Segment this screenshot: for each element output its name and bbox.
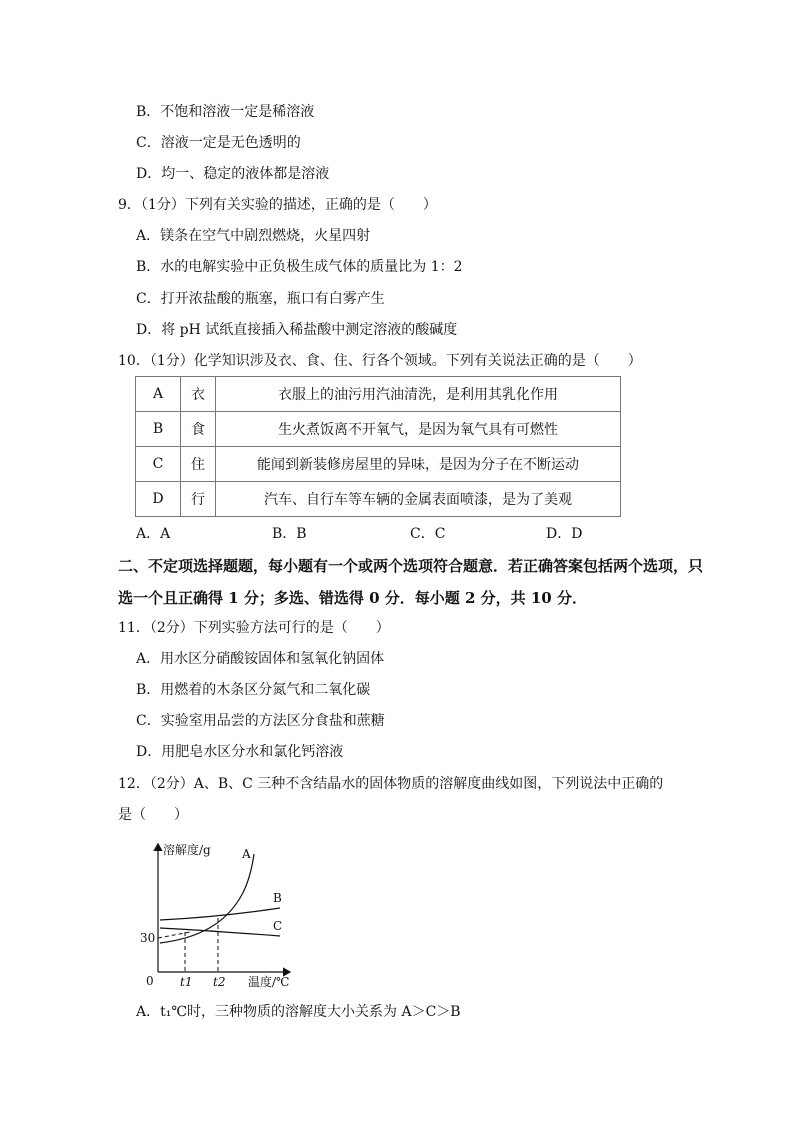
q10-stem: 10．（1分）化学知识涉及衣、食、住、行各个领域。下列有关说法正确的是（ ） [118, 353, 642, 369]
x-axis-label: 温度/℃ [248, 975, 290, 989]
table-row [136, 377, 621, 412]
curve-a [160, 854, 254, 943]
q8-option-b: B．不饱和溶液一定是稀溶液 [136, 104, 315, 120]
q8-option-d: D．均一、稳定的液体都是溶液 [136, 166, 330, 182]
row-topic: 食 [181, 412, 216, 447]
row-topic: 行 [181, 482, 216, 517]
q9-option-c: C．打开浓盐酸的瓶塞，瓶口有白雾产生 [136, 291, 385, 307]
table-row [136, 412, 621, 447]
q12-stem-line2: 是（ ） [118, 807, 188, 823]
row-key: D [136, 482, 181, 517]
q11-option-b: B．用燃着的木条区分氮气和二氧化碳 [136, 682, 371, 698]
table-row [136, 447, 621, 482]
curve-c [160, 928, 280, 936]
row-description: 能闻到新装修房屋里的异味，是因为分子在不断运动 [216, 447, 621, 482]
row-key: B [136, 412, 181, 447]
q11-option-c: C．实验室用品尝的方法区分食盐和蔗糖 [136, 713, 385, 729]
q11-stem: 11．（2分）下列实验方法可行的是（ ） [118, 620, 390, 636]
row-topic: 住 [181, 447, 216, 482]
y-tick-30: 30 [140, 931, 156, 945]
q9-option-a: A．镁条在空气中剧烈燃烧，火星四射 [136, 228, 371, 244]
curve-b [160, 908, 280, 920]
solubility-chart [130, 838, 300, 990]
series-label-b: B [273, 891, 282, 905]
section2-instructions-line1: 二、不定项选择题题，每小题有一个或两个选项符合题意．若正确答案包括两个选项，只 [118, 557, 704, 575]
q12-option-a: A．t₁℃时，三种物质的溶解度大小关系为 A＞C＞B [136, 1004, 461, 1020]
q9-stem: 9．（1分）下列有关实验的描述，正确的是（ ） [118, 197, 437, 213]
q10-answer-d: D．D [546, 526, 583, 542]
row-description: 衣服上的油污用汽油清洗，是利用其乳化作用 [216, 377, 621, 412]
section2-instructions-line2: 选一个且正确得 1 分；多选、错选得 0 分．每小题 2 分，共 10 分． [118, 589, 587, 607]
origin-label: 0 [146, 974, 154, 988]
x-tick-t1: t1 [180, 975, 193, 989]
row-description: 汽车、自行车等车辆的金属表面喷漆，是为了美观 [216, 482, 621, 517]
q9-option-b: B．水的电解实验中正负极生成气体的质量比为 1：2 [136, 259, 463, 275]
q12-stem-line1: 12．（2分）A、B、C 三种不含结晶水的固体物质的溶解度曲线如图，下列说法中正确的 [118, 776, 664, 792]
q8-option-c: C．溶液一定是无色透明的 [136, 135, 301, 151]
row-key: C [136, 447, 181, 482]
q11-option-a: A．用水区分硝酸铵固体和氢氧化钠固体 [136, 651, 385, 667]
y-axis-label: 溶解度/g [163, 843, 211, 857]
x-tick-t2: t2 [213, 975, 226, 989]
series-label-c: C [273, 919, 283, 933]
q9-option-d: D．将 pH 试纸直接插入稀盐酸中测定溶液的酸碱度 [136, 322, 458, 338]
row-key: A [136, 377, 181, 412]
series-label-a: A [242, 847, 251, 861]
q10-table [135, 376, 621, 517]
q10-answer-a: A．A [136, 526, 171, 542]
row-description: 生火煮饭离不开氧气，是因为氧气具有可燃性 [216, 412, 621, 447]
row-topic: 衣 [181, 377, 216, 412]
q10-answer-c: C．C [410, 526, 446, 542]
q10-answer-b: B．B [272, 526, 307, 542]
table-row [136, 482, 621, 517]
q11-option-d: D．用肥皂水区分水和氯化钙溶液 [136, 744, 344, 760]
